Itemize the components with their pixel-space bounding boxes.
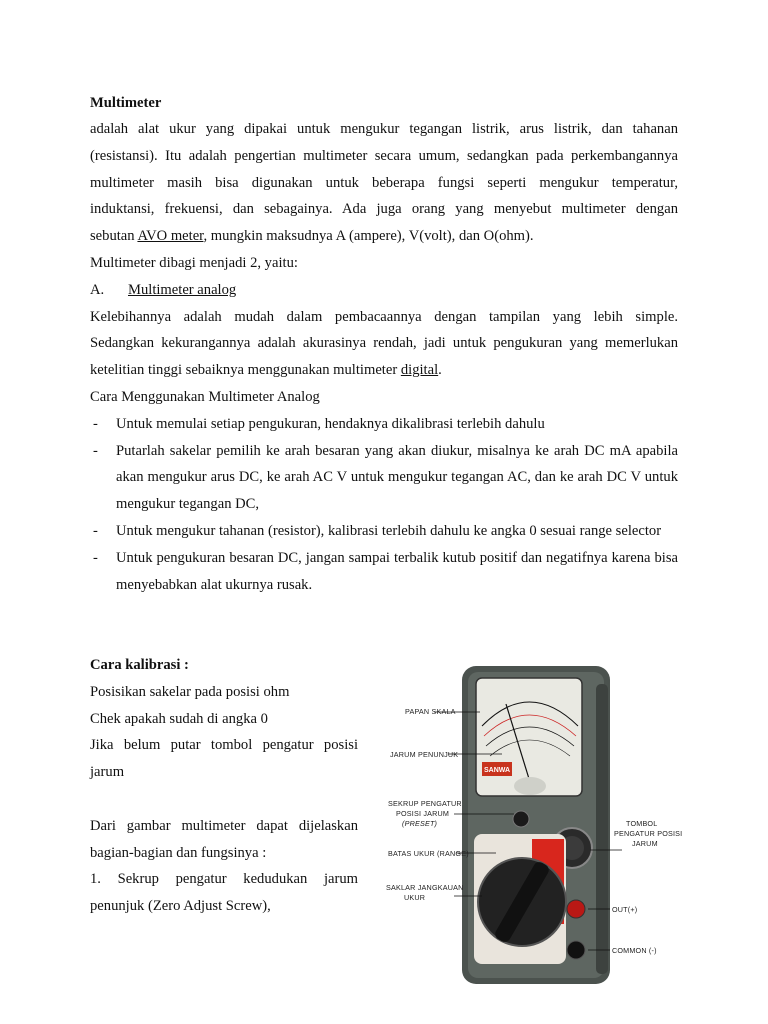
needle-pivot (514, 777, 546, 795)
calibration-column (90, 652, 358, 920)
digital-link[interactable]: digital (400, 362, 439, 379)
label-sekrup: POSISI JARUM (396, 809, 450, 818)
label-saklar: UKUR (404, 893, 426, 902)
label-tombol: JARUM (632, 839, 658, 848)
calibration-step: Chek apakah sudah di angka 0 (90, 710, 268, 727)
list-item (90, 518, 678, 545)
out-jack (567, 900, 585, 918)
intro-line: induktansi, frekuensi, dan sebagainya. Ada juga orang yang menyebut multimeter dengan (90, 201, 678, 218)
label-tombol: TOMBOL (626, 819, 658, 828)
calibration-title: Cara kalibrasi : (90, 657, 189, 673)
list-item (90, 438, 678, 518)
part-item: 1. Sekrup pengatur kedudukan jarum penunjuk (Zero Adjust Screw), (90, 871, 358, 915)
advantage-text: ketelitian tinggi sebaiknya menggunakan multimeter (90, 362, 401, 379)
label-sekrup: (PRESET) (402, 819, 438, 828)
figure-intro: Dari gambar multimeter dapat dijelaskan bagian-bagian dan fungsinya : (90, 817, 358, 861)
meter-side-grip (596, 684, 608, 974)
bullet-dash: - (93, 415, 98, 432)
multimeter-illustration (382, 664, 683, 986)
spacer (90, 786, 358, 813)
calibration-step: Jika belum putar tombol pengatur posisi jarum (90, 737, 358, 781)
intro-line (90, 223, 678, 250)
step-text: Untuk memulai setiap pengukuran, hendaknya dikalibrasi terlebih dahulu (116, 415, 545, 432)
zero-adjust-screw (513, 811, 529, 827)
divided-text: Multimeter dibagi menjadi 2, yaitu: (90, 254, 298, 271)
bullet-dash: - (93, 549, 98, 566)
section-a-label: A. (90, 281, 105, 298)
step-text: Putarlah sakelar pemilih ke arah besaran yang akan diukur, misalnya ke arah DC mA apabila akan mengukur arus DC, ke arah AC V untuk mengukur tegangan AC, dan ke arah DC V untuk mengukur tegangan DC, (116, 442, 678, 513)
steps-list (90, 411, 678, 599)
multimeter-figure (382, 664, 683, 986)
list-item (90, 545, 678, 599)
document-body (90, 90, 678, 598)
brand-label: SANWA (484, 767, 511, 774)
step-text: Untuk mengukur tahanan (resistor), kalibrasi terlebih dahulu ke angka 0 sesuai range selector (116, 522, 662, 539)
label-batas-ukur: BATAS UKUR (RANGE) (388, 849, 469, 858)
label-out: OUT(+) (612, 905, 638, 914)
bullet-dash: - (93, 522, 98, 539)
document-heading: Multimeter (90, 95, 162, 111)
intro-text: sebutan (90, 228, 138, 245)
common-jack (567, 941, 585, 959)
intro-line: multimeter masih bisa digunakan untuk beberapa fungsi seperti mengukur temperatur, (90, 174, 678, 191)
bullet-dash: - (93, 442, 98, 459)
advantage-line: Sedangkan kekurangannya adalah akurasinya rendah, jadi untuk pengukuran yang memerlukan (90, 335, 678, 352)
calibration-step: Posisikan sakelar pada posisi ohm (90, 683, 290, 700)
section-a-heading (90, 277, 678, 304)
label-saklar: SAKLAR JANGKAUAN (386, 883, 464, 892)
section-a-title: Multimeter analog (128, 281, 237, 298)
list-item (90, 411, 678, 438)
intro-text: , mungkin maksudnya A (ampere), V(volt), dan O(ohm). (203, 228, 534, 245)
intro-paragraph (90, 116, 678, 250)
avo-meter-link[interactable]: AVO meter (137, 228, 204, 245)
label-sekrup: SEKRUP PENGATUR (388, 799, 462, 808)
label-papan-skala: PAPAN SKALA (405, 707, 456, 716)
intro-line: adalah alat ukur yang dipakai untuk mengukur tegangan listrik, arus listrik, dan tahanan (90, 121, 678, 137)
label-common: COMMON (-) (612, 946, 657, 955)
advantage-paragraph (90, 304, 678, 384)
advantage-text: . (438, 362, 442, 379)
advantage-line: Kelebihannya adalah mudah dalam pembacaannya dengan tampilan yang lebih simple. (90, 308, 678, 325)
label-jarum-penunjuk: JARUM PENUNJUK (390, 750, 459, 759)
howto-title: Cara Menggunakan Multimeter Analog (90, 388, 320, 405)
intro-line: (resistansi). Itu adalah pengertian multimeter secara umum, sedangkan pada perkembangannya (90, 147, 678, 164)
label-tombol: PENGATUR POSISI (614, 829, 683, 838)
step-text: Untuk pengukuran besaran DC, jangan sampai terbalik kutub positif dan negatifnya karena bisa menyebabkan alat ukurnya rusak. (116, 549, 678, 593)
advantage-line (90, 357, 678, 384)
